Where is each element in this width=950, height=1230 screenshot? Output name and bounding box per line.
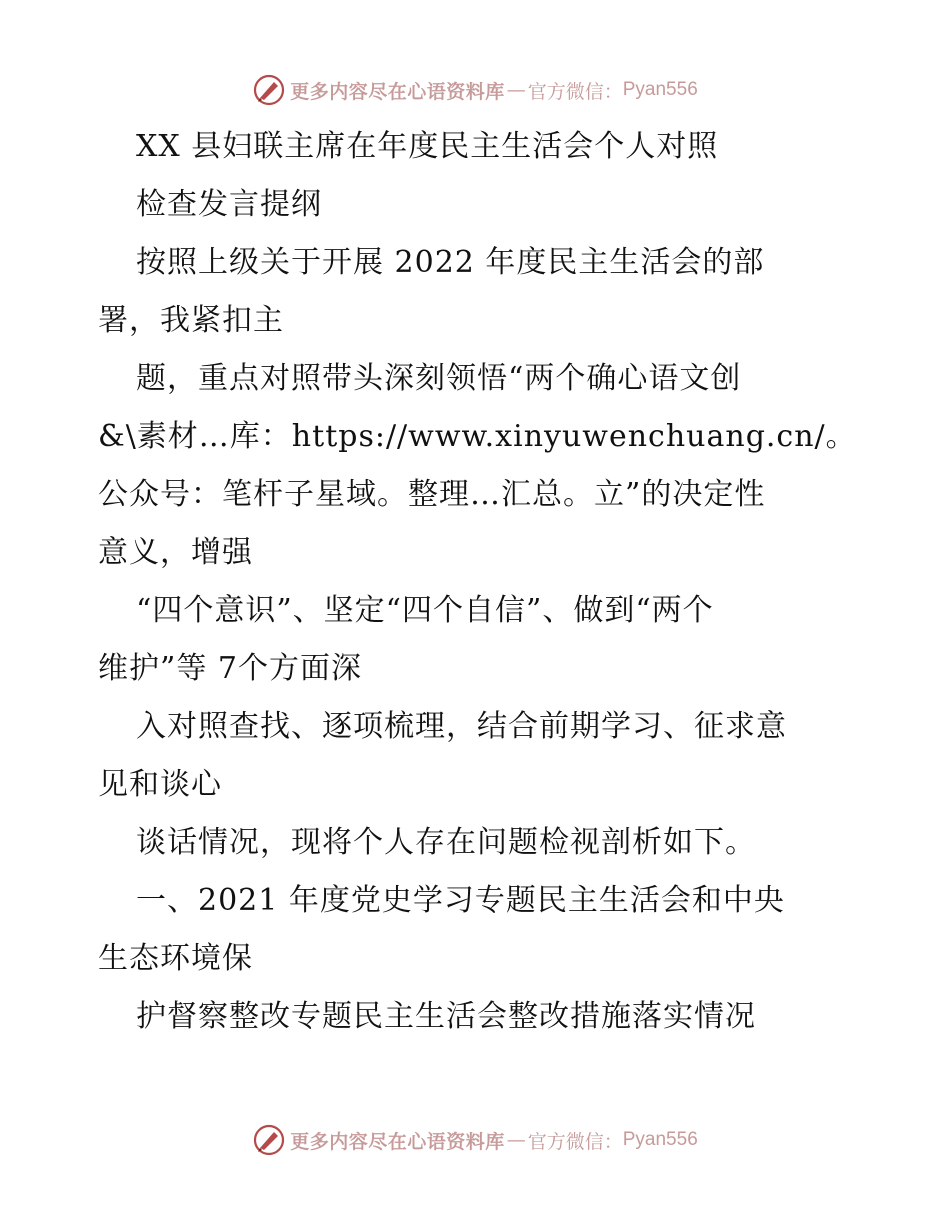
document-line: “四个意识”、坚定“四个自信”、做到“两个 [136, 593, 714, 628]
document-line: 按照上级关于开展 2022 年度民主生活会的部 [136, 245, 765, 280]
document-line: 入对照查找、逐项梳理，结合前期学习、征求意 [136, 709, 787, 744]
document-line: 公众号：笔杆子星域。整理…汇总。立”的决定性 [98, 477, 766, 512]
watermark-handle: Pyan556 [622, 1129, 698, 1150]
watermark-wechat-label: 官方微信： [527, 1130, 623, 1153]
document-line: 护督察整改专题民主生活会整改措施落实情况 [136, 999, 756, 1034]
watermark-slogan: 更多内容尽在心语资料库 [290, 80, 505, 103]
watermark-handle: Pyan556 [622, 79, 698, 100]
document-line: 见和谈心 [98, 767, 222, 802]
document-line: 署，我紧扣主 [98, 303, 284, 338]
document-line: 一、2021 年度党史学习专题民主生活会和中央 [136, 883, 785, 918]
watermark-slogan: 更多内容尽在心语资料库 [290, 1130, 505, 1153]
watermark-banner-bottom [0, 1118, 950, 1162]
document-body [98, 118, 888, 1046]
document-line: 维护”等 7个方面深 [98, 651, 362, 686]
watermark-wechat-label: 官方微信： [527, 80, 623, 103]
document-line: &\素材…库：https://www.xinyuwenchuang.cn/。 [98, 419, 857, 454]
pen-logo-icon [252, 1123, 286, 1157]
watermark-dash: — [506, 1129, 526, 1151]
document-line: 检查发言提纲 [136, 187, 322, 222]
document-line: 谈话情况，现将个人存在问题检视剖析如下。 [136, 825, 756, 860]
pen-logo-icon [252, 73, 286, 107]
document-line: 生态环境保 [98, 941, 253, 976]
document-line: XX 县妇联主席在年度民主生活会个人对照 [136, 129, 719, 164]
watermark-dash: — [506, 79, 526, 101]
document-line: 题，重点对照带头深刻领悟“两个确心语文创 [136, 361, 742, 396]
watermark-banner-top [0, 68, 950, 112]
document-line: 意义，增强 [98, 535, 253, 570]
